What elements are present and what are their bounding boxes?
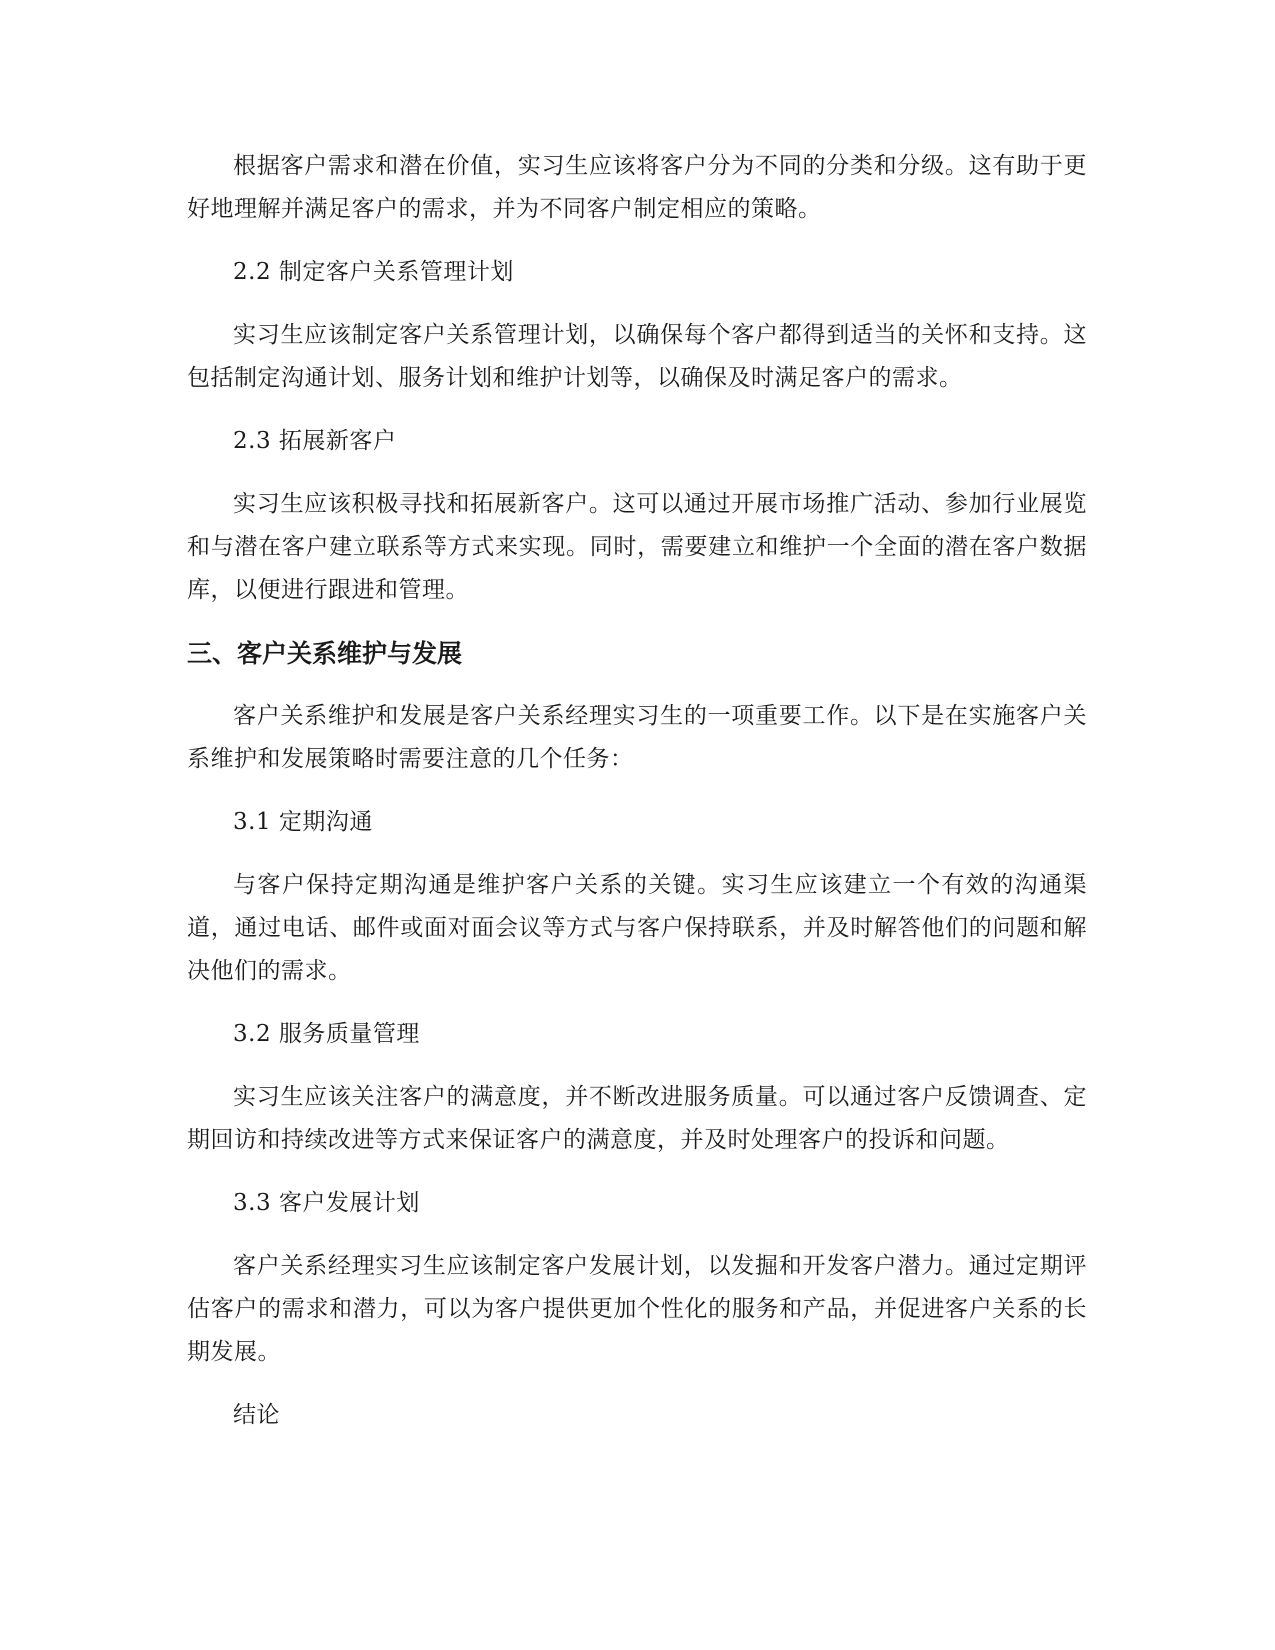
section-heading-3: 三、客户关系维护与发展 [187, 639, 463, 668]
paragraph-new-customers: 实习生应该积极寻找和拓展新客户。这可以通过开展市场推广活动、参加行业展览和与潜在客户建立联系等方式来实现。同时，需要建立和维护一个全面的潜在客户数据库，以便进行跟进和管理。 [187, 491, 1087, 603]
subheading-2-3: 2.3 拓展新客户 [233, 428, 397, 454]
subheading-conclusion: 结论 [233, 1402, 280, 1428]
paragraph-development-plan: 客户关系经理实习生应该制定客户发展计划，以发掘和开发客户潜力。通过定期评估客户的需求和潜力，可以为客户提供更加个性化的服务和产品，并促进客户关系的长期发展。 [187, 1253, 1087, 1365]
paragraph-customer-classification: 根据客户需求和潜在价值，实习生应该将客户分为不同的分类和分级。这有助于更好地理解并满足客户的需求，并为不同客户制定相应的策略。 [187, 153, 1087, 222]
paragraph-crm-plan: 实习生应该制定客户关系管理计划，以确保每个客户都得到适当的关怀和支持。这包括制定沟通计划、服务计划和维护计划等，以确保及时满足客户的需求。 [187, 322, 1087, 391]
subheading-2-2: 2.2 制定客户关系管理计划 [233, 259, 514, 285]
subheading-3-1: 3.1 定期沟通 [233, 809, 373, 835]
paragraph-service-quality: 实习生应该关注客户的满意度，并不断改进服务质量。可以通过客户反馈调查、定期回访和持续改进等方式来保证客户的满意度，并及时处理客户的投诉和问题。 [187, 1084, 1087, 1153]
paragraph-maintenance-intro: 客户关系维护和发展是客户关系经理实习生的一项重要工作。以下是在实施客户关系维护和发展策略时需要注意的几个任务： [187, 703, 1087, 772]
document-page [187, 145, 1087, 1457]
paragraph-regular-communication: 与客户保持定期沟通是维护客户关系的关键。实习生应该建立一个有效的沟通渠道，通过电话、邮件或面对面会议等方式与客户保持联系，并及时解答他们的问题和解决他们的需求。 [187, 872, 1087, 984]
subheading-3-3: 3.3 客户发展计划 [233, 1190, 420, 1216]
subheading-3-2: 3.2 服务质量管理 [233, 1021, 420, 1047]
